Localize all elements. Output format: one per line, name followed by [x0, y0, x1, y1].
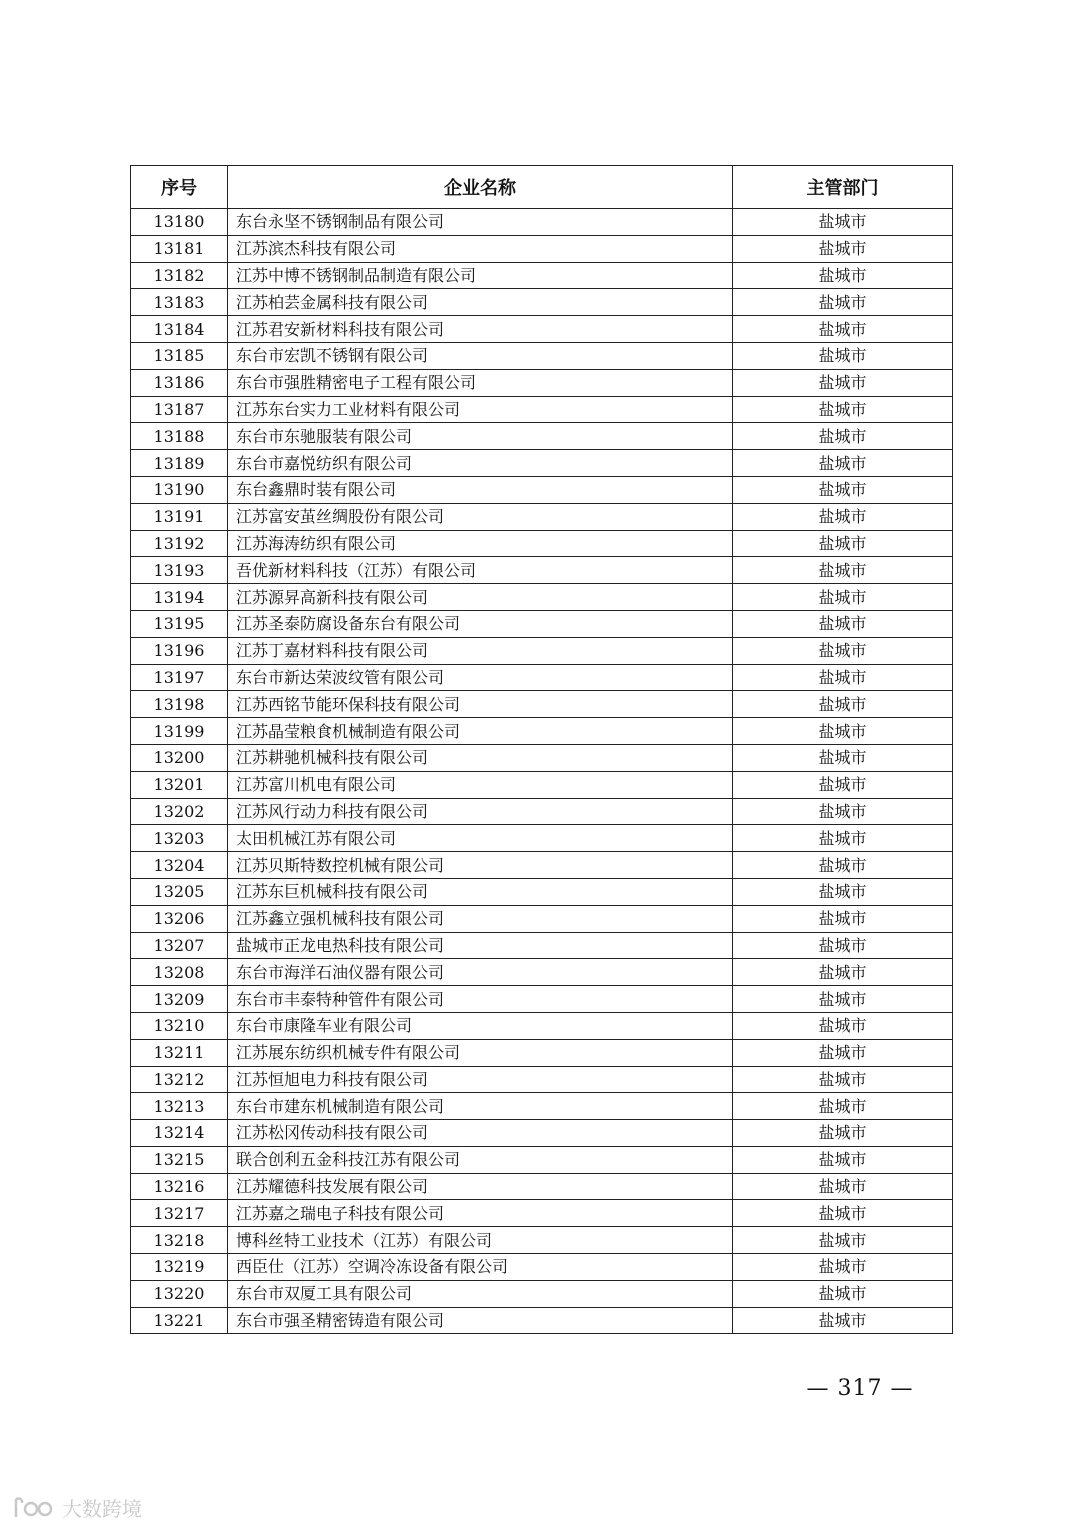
company-name-cell: 江苏东台实力工业材料有限公司 [228, 396, 733, 423]
table-row [131, 959, 953, 986]
table-row [131, 825, 953, 852]
serial-number-cell: 13201 [131, 771, 228, 798]
department-cell: 盐城市 [733, 316, 953, 343]
table-row [131, 342, 953, 369]
table-row [131, 503, 953, 530]
department-cell: 盐城市 [733, 396, 953, 423]
serial-number-cell: 13180 [131, 209, 228, 236]
table-header-row [131, 166, 953, 209]
serial-number-cell: 13210 [131, 1012, 228, 1039]
company-name-cell: 江苏展东纺织机械专件有限公司 [228, 1039, 733, 1066]
company-name-cell: 江苏耀德科技发展有限公司 [228, 1173, 733, 1200]
company-name-cell: 江苏嘉之瑞电子科技有限公司 [228, 1200, 733, 1227]
company-name-cell: 东台市东驰服装有限公司 [228, 423, 733, 450]
serial-number-cell: 13206 [131, 905, 228, 932]
brand-logo-icon [12, 1495, 56, 1521]
company-name-cell: 东台市建东机械制造有限公司 [228, 1093, 733, 1120]
company-name-cell: 东台永坚不锈钢制品有限公司 [228, 209, 733, 236]
department-cell: 盐城市 [733, 878, 953, 905]
table-row [131, 396, 953, 423]
serial-number-cell: 13208 [131, 959, 228, 986]
table-row [131, 423, 953, 450]
serial-number-cell: 13195 [131, 610, 228, 637]
watermark-text: 大数跨境 [62, 1497, 142, 1521]
serial-number-cell: 13194 [131, 584, 228, 611]
serial-number-cell: 13200 [131, 744, 228, 771]
table-row [131, 289, 953, 316]
company-name-cell: 博科丝特工业技术（江苏）有限公司 [228, 1227, 733, 1254]
department-cell: 盐城市 [733, 932, 953, 959]
department-cell: 盐城市 [733, 1254, 953, 1281]
department-cell: 盐城市 [733, 986, 953, 1013]
header-department: 主管部门 [733, 166, 953, 209]
department-cell: 盐城市 [733, 1307, 953, 1334]
company-name-cell: 西臣仕（江苏）空调冷冻设备有限公司 [228, 1254, 733, 1281]
table-row [131, 209, 953, 236]
department-cell: 盐城市 [733, 289, 953, 316]
serial-number-cell: 13220 [131, 1280, 228, 1307]
serial-number-cell: 13190 [131, 476, 228, 503]
serial-number-cell: 13221 [131, 1307, 228, 1334]
header-serial-number: 序号 [131, 166, 228, 209]
enterprise-table [130, 165, 953, 1334]
department-cell: 盐城市 [733, 744, 953, 771]
table-row [131, 1254, 953, 1281]
company-name-cell: 江苏鑫立强机械科技有限公司 [228, 905, 733, 932]
company-name-cell: 江苏东巨机械科技有限公司 [228, 878, 733, 905]
department-cell: 盐城市 [733, 1039, 953, 1066]
company-name-cell: 东台市强圣精密铸造有限公司 [228, 1307, 733, 1334]
department-cell: 盐城市 [733, 423, 953, 450]
serial-number-cell: 13188 [131, 423, 228, 450]
company-name-cell: 江苏丁嘉材料科技有限公司 [228, 637, 733, 664]
serial-number-cell: 13185 [131, 342, 228, 369]
serial-number-cell: 13198 [131, 691, 228, 718]
serial-number-cell: 13215 [131, 1146, 228, 1173]
table-row [131, 235, 953, 262]
serial-number-cell: 13182 [131, 262, 228, 289]
serial-number-cell: 13207 [131, 932, 228, 959]
serial-number-cell: 13219 [131, 1254, 228, 1281]
department-cell: 盐城市 [733, 691, 953, 718]
company-name-cell: 江苏恒旭电力科技有限公司 [228, 1066, 733, 1093]
table-row [131, 744, 953, 771]
department-cell: 盐城市 [733, 584, 953, 611]
table-row [131, 718, 953, 745]
company-name-cell: 江苏圣泰防腐设备东台有限公司 [228, 610, 733, 637]
department-cell: 盐城市 [733, 1120, 953, 1147]
table-row [131, 1146, 953, 1173]
department-cell: 盐城市 [733, 1146, 953, 1173]
department-cell: 盐城市 [733, 905, 953, 932]
table-row [131, 986, 953, 1013]
department-cell: 盐城市 [733, 637, 953, 664]
department-cell: 盐城市 [733, 610, 953, 637]
company-name-cell: 盐城市正龙电热科技有限公司 [228, 932, 733, 959]
table-row [131, 771, 953, 798]
table-row [131, 798, 953, 825]
company-name-cell: 联合创利五金科技江苏有限公司 [228, 1146, 733, 1173]
company-name-cell: 江苏松冈传动科技有限公司 [228, 1120, 733, 1147]
table-row [131, 1173, 953, 1200]
department-cell: 盐城市 [733, 1173, 953, 1200]
company-name-cell: 江苏富安茧丝绸股份有限公司 [228, 503, 733, 530]
table-row [131, 878, 953, 905]
serial-number-cell: 13187 [131, 396, 228, 423]
department-cell: 盐城市 [733, 262, 953, 289]
department-cell: 盐城市 [733, 342, 953, 369]
serial-number-cell: 13184 [131, 316, 228, 343]
serial-number-cell: 13209 [131, 986, 228, 1013]
department-cell: 盐城市 [733, 718, 953, 745]
company-name-cell: 太田机械江苏有限公司 [228, 825, 733, 852]
table-row [131, 530, 953, 557]
table-row [131, 1227, 953, 1254]
department-cell: 盐城市 [733, 1093, 953, 1120]
company-name-cell: 东台市强胜精密电子工程有限公司 [228, 369, 733, 396]
header-company-name: 企业名称 [228, 166, 733, 209]
company-name-cell: 江苏耕驰机械科技有限公司 [228, 744, 733, 771]
department-cell: 盐城市 [733, 771, 953, 798]
department-cell: 盐城市 [733, 852, 953, 879]
company-name-cell: 江苏海涛纺织有限公司 [228, 530, 733, 557]
table-row [131, 584, 953, 611]
serial-number-cell: 13199 [131, 718, 228, 745]
company-name-cell: 东台市嘉悦纺织有限公司 [228, 450, 733, 477]
serial-number-cell: 13183 [131, 289, 228, 316]
table-row [131, 637, 953, 664]
serial-number-cell: 13197 [131, 664, 228, 691]
company-name-cell: 东台市新达荣波纹管有限公司 [228, 664, 733, 691]
watermark [12, 1493, 142, 1522]
serial-number-cell: 13213 [131, 1093, 228, 1120]
table-row [131, 316, 953, 343]
table-row [131, 664, 953, 691]
table-row [131, 610, 953, 637]
table-row [131, 852, 953, 879]
company-name-cell: 江苏君安新材料科技有限公司 [228, 316, 733, 343]
serial-number-cell: 13205 [131, 878, 228, 905]
table-row [131, 905, 953, 932]
department-cell: 盐城市 [733, 476, 953, 503]
serial-number-cell: 13216 [131, 1173, 228, 1200]
department-cell: 盐城市 [733, 1012, 953, 1039]
company-name-cell: 江苏贝斯特数控机械有限公司 [228, 852, 733, 879]
table-row [131, 369, 953, 396]
serial-number-cell: 13186 [131, 369, 228, 396]
department-cell: 盐城市 [733, 1227, 953, 1254]
serial-number-cell: 13192 [131, 530, 228, 557]
table-row [131, 1066, 953, 1093]
serial-number-cell: 13191 [131, 503, 228, 530]
serial-number-cell: 13214 [131, 1120, 228, 1147]
department-cell: 盐城市 [733, 530, 953, 557]
table-row [131, 1039, 953, 1066]
department-cell: 盐城市 [733, 825, 953, 852]
department-cell: 盐城市 [733, 798, 953, 825]
department-cell: 盐城市 [733, 503, 953, 530]
serial-number-cell: 13211 [131, 1039, 228, 1066]
company-name-cell: 江苏西铭节能环保科技有限公司 [228, 691, 733, 718]
table-row [131, 691, 953, 718]
serial-number-cell: 13204 [131, 852, 228, 879]
serial-number-cell: 13202 [131, 798, 228, 825]
table-row [131, 557, 953, 584]
company-name-cell: 江苏中博不锈钢制品制造有限公司 [228, 262, 733, 289]
department-cell: 盐城市 [733, 557, 953, 584]
table-row [131, 932, 953, 959]
company-name-cell: 东台市宏凯不锈钢有限公司 [228, 342, 733, 369]
company-name-cell: 东台市康隆车业有限公司 [228, 1012, 733, 1039]
department-cell: 盐城市 [733, 450, 953, 477]
company-name-cell: 吾优新材料科技（江苏）有限公司 [228, 557, 733, 584]
table-body [131, 209, 953, 1334]
serial-number-cell: 13203 [131, 825, 228, 852]
table-row [131, 262, 953, 289]
company-name-cell: 东台市双厦工具有限公司 [228, 1280, 733, 1307]
serial-number-cell: 13193 [131, 557, 228, 584]
page-number: — 317 — [806, 1376, 914, 1401]
company-name-cell: 江苏风行动力科技有限公司 [228, 798, 733, 825]
company-name-cell: 江苏源昇高新科技有限公司 [228, 584, 733, 611]
company-name-cell: 江苏晶莹粮食机械制造有限公司 [228, 718, 733, 745]
department-cell: 盐城市 [733, 664, 953, 691]
department-cell: 盐城市 [733, 1066, 953, 1093]
serial-number-cell: 13196 [131, 637, 228, 664]
table-row [131, 476, 953, 503]
department-cell: 盐城市 [733, 235, 953, 262]
company-name-cell: 东台鑫鼎时装有限公司 [228, 476, 733, 503]
company-name-cell: 江苏滨杰科技有限公司 [228, 235, 733, 262]
company-name-cell: 江苏富川机电有限公司 [228, 771, 733, 798]
serial-number-cell: 13217 [131, 1200, 228, 1227]
company-name-cell: 东台市丰泰特种管件有限公司 [228, 986, 733, 1013]
table-row [131, 1093, 953, 1120]
table-row [131, 1307, 953, 1334]
company-name-cell: 东台市海洋石油仪器有限公司 [228, 959, 733, 986]
department-cell: 盐城市 [733, 1280, 953, 1307]
table-row [131, 1200, 953, 1227]
serial-number-cell: 13218 [131, 1227, 228, 1254]
serial-number-cell: 13181 [131, 235, 228, 262]
table-row [131, 1280, 953, 1307]
table-row [131, 1120, 953, 1147]
table-row [131, 450, 953, 477]
company-name-cell: 江苏柏芸金属科技有限公司 [228, 289, 733, 316]
department-cell: 盐城市 [733, 959, 953, 986]
serial-number-cell: 13189 [131, 450, 228, 477]
department-cell: 盐城市 [733, 1200, 953, 1227]
table-row [131, 1012, 953, 1039]
department-cell: 盐城市 [733, 369, 953, 396]
serial-number-cell: 13212 [131, 1066, 228, 1093]
department-cell: 盐城市 [733, 209, 953, 236]
